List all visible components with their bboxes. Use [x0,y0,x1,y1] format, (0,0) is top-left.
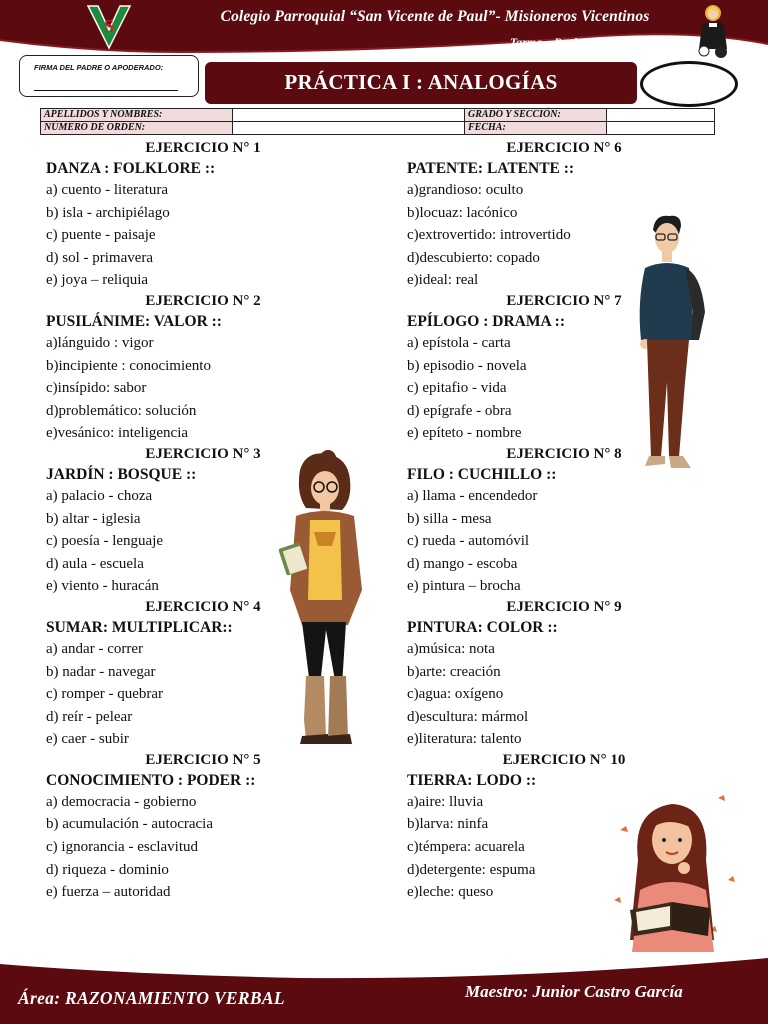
option-a[interactable]: a)aire: lluvia [407,793,484,810]
option-d[interactable]: d)descubierto: copado [407,249,540,266]
option-c[interactable]: c)agua: oxígeno [407,686,504,703]
option-a[interactable]: a) cuento - literatura [46,182,169,198]
option-c[interactable]: c)extrovertido: introvertido [407,227,571,244]
date-label: FECHA: [465,122,607,135]
option-e[interactable]: e) joya – reliquia [46,272,149,289]
exercise-title: EJERCICIO N° 3 [145,445,261,462]
page-title: PRÁCTICA I : ANALOGÍAS [284,70,558,94]
exercise-9 [407,599,727,752]
option-a[interactable]: a) andar - correr [46,640,144,657]
option-d[interactable]: d) epígrafe - obra [407,402,512,419]
option-c[interactable]: c) epitafio - vida [407,380,507,397]
option-c[interactable]: c) rueda - automóvil [407,533,530,550]
option-d[interactable]: d) reír - pelear [46,708,133,725]
option-d[interactable]: d)detergente: espuma [407,861,536,878]
teacher-name: Maestro: Junior Castro García [465,982,683,1001]
option-a[interactable]: a) democracia - gobierno [46,793,197,810]
exercise-5 [46,752,366,905]
option-b[interactable]: b) altar - iglesia [46,510,141,527]
school-name: Colegio Parroquial “San Vicente de Paul”- Misioneros Vicentinos [220,8,650,25]
option-c[interactable]: c)insípido: sabor [46,380,147,397]
student-info-table [40,108,715,135]
option-c[interactable]: c) ignorancia - esclavitud [46,839,199,856]
option-b[interactable]: b) acumulación - autocracia [46,816,213,833]
exercise-title: EJERCICIO N° 10 [502,751,626,768]
exercise-stem: DANZA : FOLKLORE :: [46,160,216,177]
exercise-stem: CONOCIMIENTO : PODER :: [46,771,256,789]
option-d[interactable]: d) sol - primavera [46,249,154,266]
student-girl-books-illustration [278,450,370,745]
option-e[interactable]: e)leche: queso [407,884,494,901]
option-a[interactable]: a) epístola - carta [407,334,511,351]
exercise-title: EJERCICIO N° 9 [506,598,622,615]
option-d[interactable]: d)problemático: solución [46,402,197,419]
option-e[interactable]: e) viento - huracán [46,578,159,595]
girl-reading-book-illustration [610,790,735,952]
option-b[interactable]: b)larva: ninfa [407,816,489,833]
date-field[interactable] [607,122,715,135]
exercise-title: EJERCICIO N° 1 [145,140,261,156]
exercise-stem: PINTURA: COLOR :: [407,618,558,636]
names-label: APELLIDOS Y NOMBRES: [41,109,233,122]
signature-label: FIRMA DEL PADRE O APODERADO: [34,63,164,72]
option-e[interactable]: e) fuerza – autoridad [46,884,171,901]
grade-field[interactable] [607,109,715,122]
option-b[interactable]: b) episodio - novela [407,357,527,374]
option-e[interactable]: e)literatura: talento [407,731,522,748]
exercise-title: EJERCICIO N° 6 [506,140,622,156]
option-d[interactable]: d) mango - escoba [407,555,518,572]
option-b[interactable]: b) isla - archipiélago [46,204,170,221]
option-e[interactable]: e) caer - subir [46,731,129,748]
option-b[interactable]: b)arte: creación [407,663,501,680]
exercise-title: EJERCICIO N° 7 [506,292,622,309]
option-b[interactable]: b)locuaz: lacónico [407,204,518,221]
exercise-2 [46,293,366,446]
option-e[interactable]: e)ideal: real [407,272,479,289]
exercise-stem: PATENTE: LATENTE :: [407,160,575,177]
option-e[interactable]: e) epíteto - nombre [407,425,522,442]
option-b[interactable]: b) nadar - navegar [46,663,156,680]
exercise-stem: JARDÍN : BOSQUE :: [46,465,197,483]
subject-area: Área: RAZONAMIENTO VERBAL [18,988,285,1008]
option-e[interactable]: e)vesánico: inteligencia [46,425,189,442]
exercise-stem: EPÍLOGO : DRAMA :: [407,312,566,330]
place-year: Tarma – Perú 2022 [509,35,606,49]
exercise-title: EJERCICIO N° 2 [145,292,261,309]
exercise-stem: FILO : CUCHILLO :: [407,465,557,483]
student-boy-illustration [635,212,713,474]
exercise-title: EJERCICIO N° 5 [145,751,261,768]
exercise-stem: SUMAR: MULTIPLICAR:: [46,618,233,636]
score-oval[interactable] [640,61,738,107]
exercise-title: EJERCICIO N° 4 [145,598,261,615]
option-a[interactable]: a) palacio - choza [46,487,153,504]
option-d[interactable]: d) aula - escuela [46,555,144,572]
school-crest-icon [84,2,134,52]
option-e[interactable]: e) pintura – brocha [407,578,521,595]
grade-label: GRADO Y SECCIÓN: [465,109,607,122]
option-a[interactable]: a) llama - encendedor [407,487,538,504]
order-field[interactable] [233,122,465,135]
option-c[interactable]: c) romper - quebrar [46,686,164,703]
signature-line[interactable] [34,90,178,91]
option-b[interactable]: b)incipiente : conocimiento [46,357,211,374]
exercise-1 [46,140,366,293]
option-c[interactable]: c)témpera: acuarela [407,839,525,856]
option-c[interactable]: c) puente - paisaje [46,227,156,244]
option-a[interactable]: a)grandioso: oculto [407,182,524,198]
exercise-title: EJERCICIO N° 8 [506,445,622,462]
option-d[interactable]: d)escultura: mármol [407,708,529,725]
order-label: NÚMERO DE ORDEN: [41,122,233,135]
svg-text:S: S [103,16,115,36]
option-a[interactable]: a)lánguido : vigor [46,334,154,351]
exercise-stem: TIERRA: LODO :: [407,771,537,789]
exercise-stem: PUSILÁNIME: VALOR :: [46,312,222,330]
option-c[interactable]: c) poesía - lenguaje [46,533,164,550]
option-b[interactable]: b) silla - mesa [407,510,492,527]
names-field[interactable] [233,109,465,122]
option-d[interactable]: d) riqueza - dominio [46,861,169,878]
option-a[interactable]: a)música: nota [407,640,495,657]
